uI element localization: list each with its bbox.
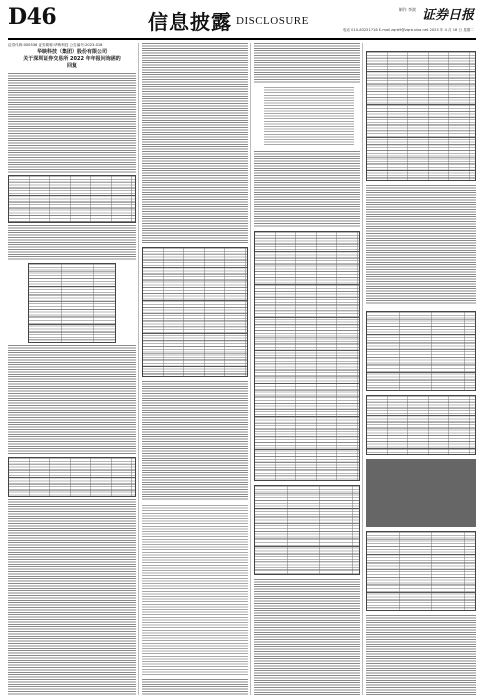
data-table <box>366 395 476 455</box>
header-rule <box>8 38 476 40</box>
body-text <box>366 185 476 305</box>
code-line: 证券代码:000536 证券简称:华映科技 公告编号:2023-018 <box>8 43 103 47</box>
editor-credit: 制作 李波 <box>398 7 416 12</box>
body-text <box>142 505 248 675</box>
page-header <box>0 0 484 40</box>
article-title-cont: 回复 <box>66 63 77 69</box>
formula-block <box>264 87 354 147</box>
body-text <box>8 345 136 455</box>
body-text <box>8 225 136 261</box>
column-divider <box>138 43 139 695</box>
body-text <box>142 381 248 501</box>
newspaper-logo: 证券日报 <box>421 8 474 23</box>
article-title: 关于深圳证券交易所 2022 年年报问询函的 <box>23 56 121 62</box>
body-text <box>254 151 360 227</box>
body-text <box>254 579 360 695</box>
article-title-block <box>8 49 136 70</box>
body-text <box>254 43 360 83</box>
data-table <box>8 175 136 223</box>
column-1 <box>8 43 136 695</box>
body-text <box>366 615 476 695</box>
body-text <box>142 679 248 695</box>
section-title: 信息披露 <box>148 10 232 34</box>
column-divider <box>362 43 363 695</box>
column-2 <box>142 43 248 695</box>
data-table <box>142 247 248 377</box>
dark-table <box>366 459 476 527</box>
section-title-en: DISCLOSURE <box>236 15 309 27</box>
data-table <box>254 231 360 481</box>
column-divider <box>250 43 251 695</box>
data-table <box>28 263 116 343</box>
page-number: D46 <box>8 4 57 30</box>
body-text <box>142 43 248 243</box>
body-text <box>8 499 136 695</box>
body-text <box>8 73 136 173</box>
data-table <box>366 51 476 181</box>
contact-line: 电话 010-83251716 E-mail zqrb9@zqrb.sina.net 2023 年 4 月 18 日 星期二 <box>342 28 474 32</box>
column-3 <box>254 43 360 695</box>
data-table <box>366 311 476 391</box>
data-table <box>8 457 136 497</box>
data-table <box>254 485 360 575</box>
column-4 <box>366 43 476 695</box>
data-table <box>366 531 476 611</box>
company-name: 华映科技（集团）股份有限公司 <box>36 49 107 55</box>
